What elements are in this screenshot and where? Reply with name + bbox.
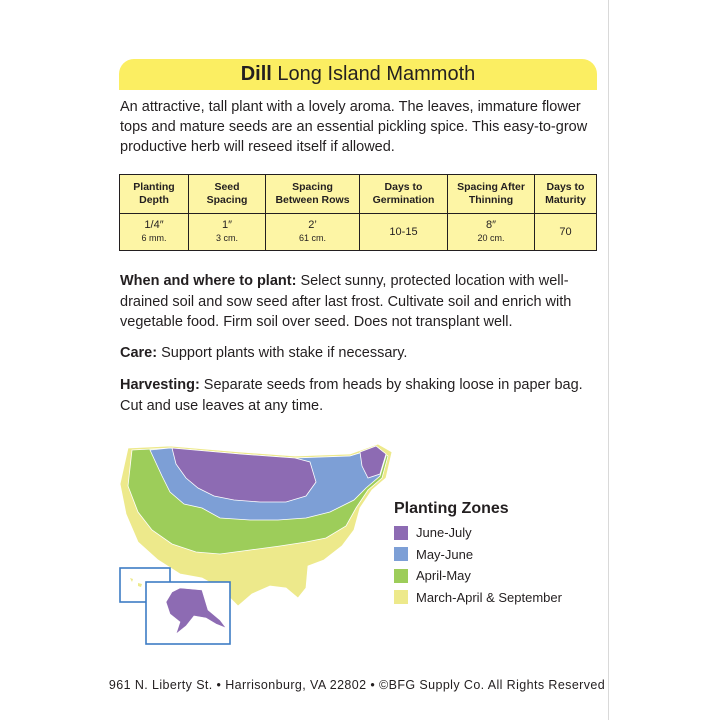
legend-swatch [394, 547, 408, 561]
table-cell: 10-15 [360, 214, 448, 251]
title-banner [119, 59, 597, 90]
table-cell: 70 [535, 214, 597, 251]
legend-item [394, 522, 594, 544]
growing-info-table [119, 174, 597, 251]
section-text: Select sunny, protected location with well-drained soil and sow seed after last frost. Cultivate soil and enrich with vegetable food. Firm soil over seed. Does not transplant well. [120, 273, 572, 330]
table-header: Spacing After Thinning [448, 175, 535, 214]
footer-address: 961 N. Liberty St. • Harrisonburg, VA 22802 • ©BFG Supply Co. All Rights Reserved [108, 678, 606, 692]
harvesting-instructions [120, 375, 598, 416]
section-label: When and where to plant: [120, 273, 297, 289]
legend-item [394, 565, 594, 587]
planting-instructions [120, 271, 598, 333]
table-cell: 1″ 3 cm. [189, 214, 266, 251]
legend-item [394, 587, 594, 609]
table-cell: 1/4″ 6 mm. [120, 214, 189, 251]
table-row [120, 214, 597, 251]
table-header: Planting Depth [120, 175, 189, 214]
care-instructions [120, 343, 598, 364]
variety-name: Long Island Mammoth [277, 63, 476, 85]
plant-name: Dill [240, 63, 272, 85]
section-label: Harvesting: [120, 377, 200, 393]
legend-swatch [394, 590, 408, 604]
legend-item [394, 544, 594, 566]
description: An attractive, tall plant with a lovely aroma. The leaves, immature flower tops and mature seeds are an essential pickling spice. This easy-to-grow productive herb will reseed itself if allowed. [120, 99, 588, 155]
table-header: Spacing Between Rows [266, 175, 360, 214]
table-header: Seed Spacing [189, 175, 266, 214]
table-header: Days to Germination [360, 175, 448, 214]
section-label: Care: [120, 345, 158, 361]
legend-title: Planting Zones [394, 500, 509, 517]
legend-label: April-May [416, 568, 471, 584]
section-text: Support plants with stake if necessary. [157, 345, 408, 361]
zone-legend [394, 500, 594, 608]
section-text: Separate seeds from heads by shaking loose in paper bag. Cut and use leaves at any time. [120, 377, 583, 414]
table-header-row [120, 175, 597, 214]
table-header: Days to Maturity [535, 175, 597, 214]
legend-swatch [394, 526, 408, 540]
table-cell: 2’ 61 cm. [266, 214, 360, 251]
table-cell: 8″ 20 cm. [448, 214, 535, 251]
planting-zone-map [110, 438, 410, 648]
legend-label: May-June [416, 546, 474, 562]
legend-label: March-April & September [416, 589, 562, 605]
legend-swatch [394, 569, 408, 583]
legend-label: June-July [416, 525, 472, 541]
